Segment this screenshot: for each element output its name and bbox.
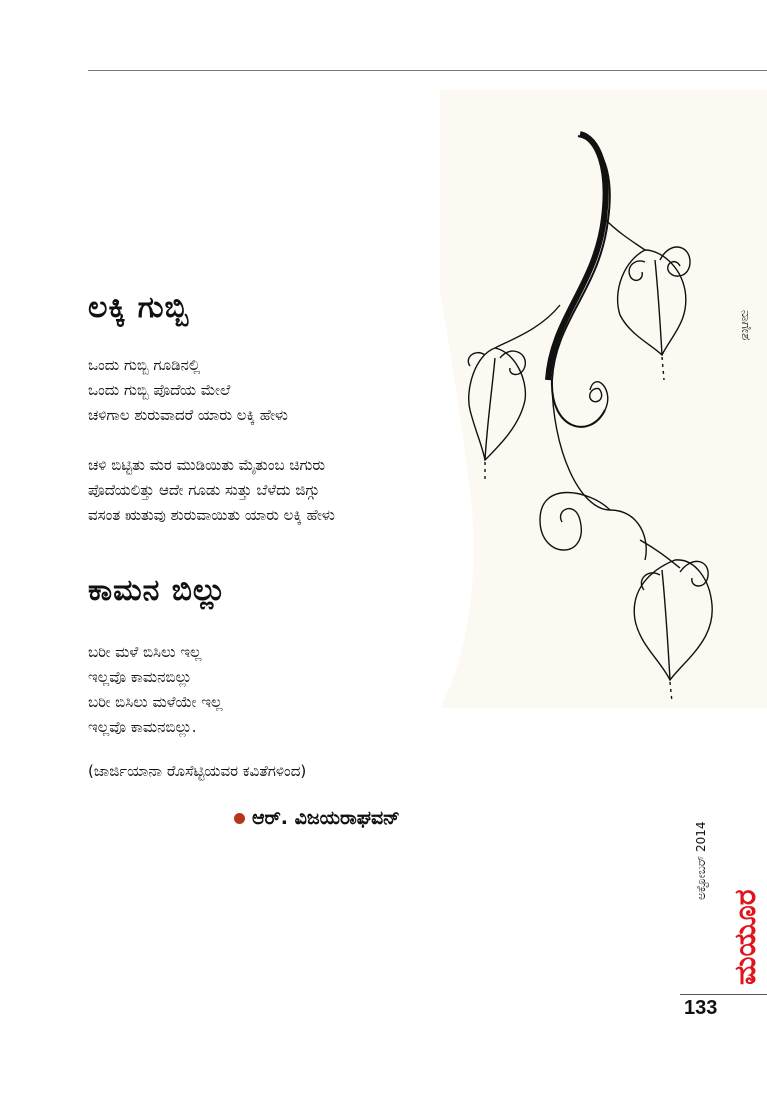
poem-line: ಬರೀ ಮಳೆ ಬಿಸಿಲು ಇಲ್ಲ xyxy=(88,643,202,661)
artist-signature-text: ನಾಗೇಶ xyxy=(738,310,753,341)
vine-illustration xyxy=(440,90,767,708)
author-credit xyxy=(234,807,400,829)
issue-date: ಅಕ್ಟೋಬರ್ 2014 xyxy=(694,821,708,900)
magazine-logo: ಮಯೂರ xyxy=(728,889,763,985)
poem-line: ಪೊದೆಯಲಿತ್ತು ಆದೇ ಗೂಡು ಸುತ್ತು ಬೆಳೆದು ಜಿಗ್ಗು xyxy=(88,481,320,499)
poem1-stanza2 xyxy=(88,453,335,528)
poem-line: ಒಂದು ಗುಬ್ಬಿ ಗೂಡಿನಲ್ಲಿ xyxy=(88,356,201,374)
poem-source: (ಜಾರ್ಜಿಯಾನಾ ರೊಸೆಟ್ಟಿಯವರ ಕವಿತೆಗಳಿಂದ) xyxy=(88,762,307,780)
poem-line: ಒಂದು ಗುಬ್ಬಿ ಪೊದೆಯ ಮೇಲೆ xyxy=(88,381,231,399)
bottom-rule xyxy=(680,994,767,995)
artist-signature xyxy=(723,310,763,390)
poem-line: ಇಲ್ಲವೊ ಕಾಮನಬಿಲ್ಲು. xyxy=(88,718,197,736)
poem1-stanza1 xyxy=(88,353,288,428)
page-number: 133 xyxy=(684,997,718,1019)
poem-line: ಚಳಿ ಬಿಟ್ಟಿತು ಮರ ಮುಡಿಯಿತು ಮೈತುಂಬ ಚಿಗುರು xyxy=(88,456,326,474)
poem-line: ಇಲ್ಲವೊ ಕಾಮನಬಿಲ್ಲು xyxy=(88,668,192,686)
poem-line: ಬರೀ ಬಿಸಿಲು ಮಳೆಯೇ ಇಲ್ಲ xyxy=(88,693,223,711)
poem1-title: ಲಕ್ಕಿ ಗುಬ್ಬಿ xyxy=(88,290,190,325)
bullet-icon xyxy=(234,813,245,824)
poem2-stanza1 xyxy=(88,640,223,740)
author-name: ಆರ್. ವಿಜಯರಾಘವನ್ xyxy=(252,807,400,829)
top-rule xyxy=(88,70,767,71)
poem-line: ಚಳಿಗಾಲ ಶುರುವಾದರೆ ಯಾರು ಲಕ್ಕಿ ಹೇಳು xyxy=(88,406,288,424)
magazine-branding xyxy=(680,780,763,985)
poem-line: ವಸಂತ ಋತುವು ಶುರುವಾಯಿತು ಯಾರು ಲಕ್ಕಿ ಹೇಳು xyxy=(88,506,335,524)
poem2-title: ಕಾಮನ ಬಿಲ್ಲು xyxy=(88,573,227,608)
